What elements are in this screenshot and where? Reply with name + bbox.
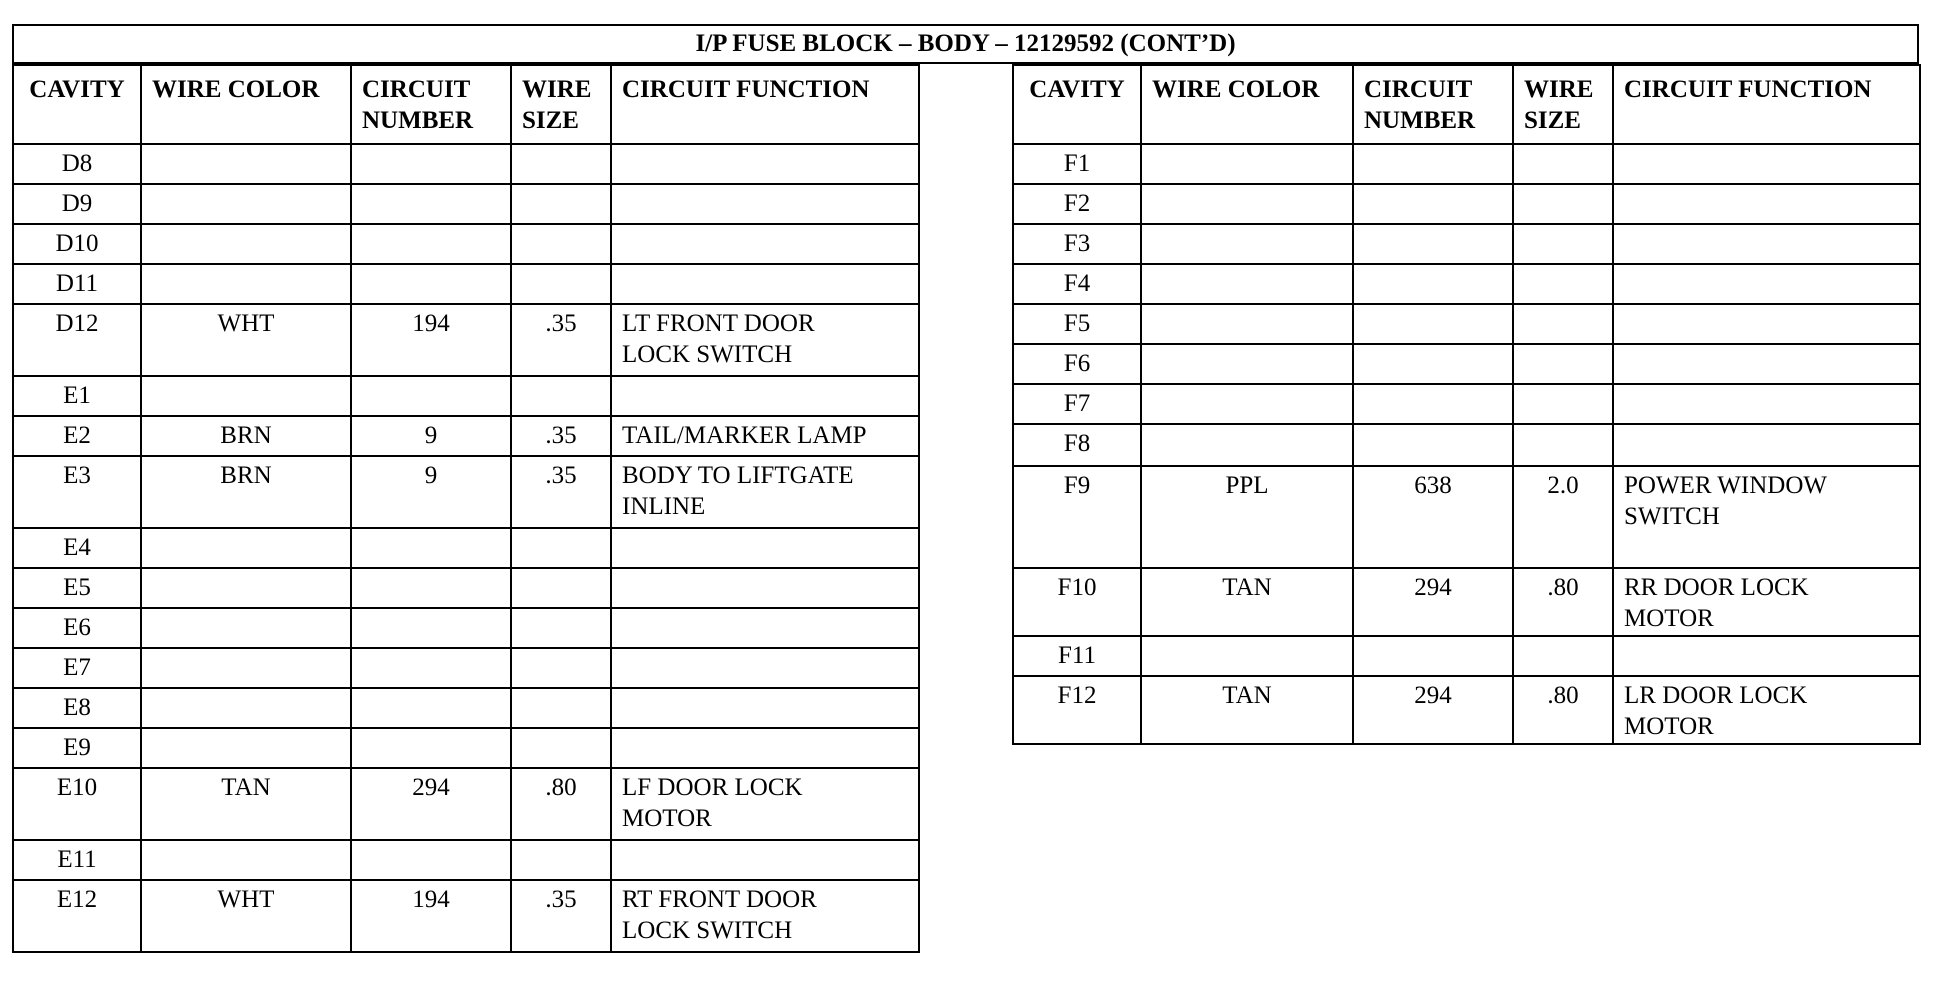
cavity-cell: F6 <box>1013 344 1141 384</box>
circuit-number-cell: 294 <box>351 768 511 840</box>
wire-size-cell: .35 <box>511 456 611 528</box>
wire-color-cell <box>141 840 351 880</box>
circuit-number-cell: 194 <box>351 880 511 952</box>
table-row <box>13 416 919 456</box>
wire-color-cell <box>141 528 351 568</box>
circuit-function-cell <box>1613 304 1920 344</box>
wire-size-cell: .35 <box>511 880 611 952</box>
circuit-number-cell <box>1353 264 1513 304</box>
header-circuit-function: CIRCUIT FUNCTION <box>611 65 919 144</box>
wire-color-cell <box>141 648 351 688</box>
table-row <box>13 224 919 264</box>
table-row <box>13 608 919 648</box>
header-row <box>1013 65 1920 144</box>
header-row <box>13 65 919 144</box>
circuit-function-cell <box>611 528 919 568</box>
circuit-function-cell: BODY TO LIFTGATE INLINE <box>611 456 919 528</box>
circuit-function-cell <box>1613 384 1920 424</box>
wire-color-cell <box>141 728 351 768</box>
cavity-cell: E1 <box>13 376 141 416</box>
table-row <box>1013 344 1920 384</box>
wire-size-cell <box>511 144 611 184</box>
cavity-cell: E2 <box>13 416 141 456</box>
cavity-cell: D11 <box>13 264 141 304</box>
wire-size-cell <box>511 568 611 608</box>
cavity-cell: E10 <box>13 768 141 840</box>
circuit-number-cell: 194 <box>351 304 511 376</box>
circuit-number-cell: 294 <box>1353 568 1513 636</box>
wire-color-cell <box>1141 224 1353 264</box>
wire-size-cell <box>511 528 611 568</box>
cavity-cell: E7 <box>13 648 141 688</box>
circuit-function-cell: LF DOOR LOCK MOTOR <box>611 768 919 840</box>
wire-color-cell <box>1141 264 1353 304</box>
wire-color-cell <box>141 224 351 264</box>
circuit-number-cell <box>351 376 511 416</box>
circuit-number-cell <box>1353 384 1513 424</box>
table-row <box>13 184 919 224</box>
wire-size-cell <box>1513 184 1613 224</box>
cavity-cell: F10 <box>1013 568 1141 636</box>
circuit-number-cell <box>351 528 511 568</box>
wire-size-cell <box>511 184 611 224</box>
cavity-cell: D10 <box>13 224 141 264</box>
table-row <box>13 648 919 688</box>
circuit-function-cell: TAIL/MARKER LAMP <box>611 416 919 456</box>
wire-color-cell <box>1141 184 1353 224</box>
table-row <box>1013 568 1920 636</box>
wire-color-cell: WHT <box>141 304 351 376</box>
wire-size-cell <box>1513 144 1613 184</box>
circuit-number-cell <box>351 688 511 728</box>
wire-color-cell <box>141 376 351 416</box>
cavity-cell: F9 <box>1013 466 1141 568</box>
circuit-number-cell <box>1353 224 1513 264</box>
table-row <box>1013 264 1920 304</box>
circuit-function-cell <box>1613 344 1920 384</box>
wire-size-cell <box>1513 344 1613 384</box>
wire-color-cell <box>141 264 351 304</box>
wire-color-cell <box>1141 424 1353 466</box>
right-table-body <box>1013 144 1920 744</box>
wire-size-cell: 2.0 <box>1513 466 1613 568</box>
table-row <box>1013 636 1920 676</box>
circuit-number-cell <box>351 568 511 608</box>
wire-color-cell: TAN <box>141 768 351 840</box>
table-row <box>13 880 919 952</box>
circuit-function-cell <box>611 184 919 224</box>
wire-size-cell <box>511 264 611 304</box>
table-row <box>1013 304 1920 344</box>
wire-size-cell: .80 <box>511 768 611 840</box>
circuit-function-cell <box>611 144 919 184</box>
header-cavity: CAVITY <box>13 65 141 144</box>
circuit-number-cell <box>351 264 511 304</box>
wire-size-cell <box>511 688 611 728</box>
table-row <box>13 144 919 184</box>
header-wire-color: WIRE COLOR <box>1141 65 1353 144</box>
table-row <box>13 456 919 528</box>
table-row <box>13 264 919 304</box>
table-row <box>1013 144 1920 184</box>
table-row <box>13 768 919 840</box>
wire-size-cell <box>1513 304 1613 344</box>
circuit-function-cell <box>611 568 919 608</box>
wire-color-cell <box>1141 304 1353 344</box>
table-row <box>1013 466 1920 568</box>
wire-color-cell <box>141 568 351 608</box>
circuit-function-cell <box>1613 144 1920 184</box>
wire-size-cell: .35 <box>511 304 611 376</box>
table-row <box>13 728 919 768</box>
header-circuit-number: CIRCUIT NUMBER <box>351 65 511 144</box>
header-wire-size: WIRE SIZE <box>511 65 611 144</box>
cavity-cell: E3 <box>13 456 141 528</box>
wire-size-cell <box>511 224 611 264</box>
wire-color-cell: TAN <box>1141 676 1353 744</box>
table-row <box>13 568 919 608</box>
cavity-cell: F1 <box>1013 144 1141 184</box>
cavity-cell: E11 <box>13 840 141 880</box>
circuit-number-cell <box>351 608 511 648</box>
cavity-cell: D12 <box>13 304 141 376</box>
circuit-function-cell: RT FRONT DOOR LOCK SWITCH <box>611 880 919 952</box>
header-wire-color: WIRE COLOR <box>141 65 351 144</box>
wire-size-cell: .80 <box>1513 568 1613 636</box>
left-fuse-table <box>12 64 920 953</box>
wire-size-cell <box>511 608 611 648</box>
wire-color-cell: WHT <box>141 880 351 952</box>
circuit-function-cell <box>1613 264 1920 304</box>
cavity-cell: F8 <box>1013 424 1141 466</box>
circuit-number-cell <box>1353 144 1513 184</box>
circuit-function-cell <box>611 264 919 304</box>
table-row <box>13 528 919 568</box>
circuit-number-cell <box>351 224 511 264</box>
cavity-cell: D9 <box>13 184 141 224</box>
header-wire-size: WIRE SIZE <box>1513 65 1613 144</box>
cavity-cell: F4 <box>1013 264 1141 304</box>
cavity-cell: E9 <box>13 728 141 768</box>
wire-size-cell <box>511 648 611 688</box>
circuit-function-cell <box>1613 636 1920 676</box>
circuit-function-cell: LR DOOR LOCK MOTOR <box>1613 676 1920 744</box>
header-circuit-number: CIRCUIT NUMBER <box>1353 65 1513 144</box>
wire-size-cell <box>1513 224 1613 264</box>
circuit-function-cell <box>611 608 919 648</box>
circuit-function-cell: LT FRONT DOOR LOCK SWITCH <box>611 304 919 376</box>
wire-size-cell <box>1513 384 1613 424</box>
circuit-number-cell <box>351 648 511 688</box>
wire-color-cell: TAN <box>1141 568 1353 636</box>
circuit-function-cell <box>611 688 919 728</box>
circuit-number-cell <box>1353 304 1513 344</box>
cavity-cell: E5 <box>13 568 141 608</box>
wire-color-cell <box>141 608 351 648</box>
wire-size-cell <box>1513 424 1613 466</box>
circuit-number-cell <box>1353 636 1513 676</box>
cavity-cell: F12 <box>1013 676 1141 744</box>
cavity-cell: F11 <box>1013 636 1141 676</box>
wire-color-cell <box>1141 144 1353 184</box>
circuit-number-cell <box>351 144 511 184</box>
circuit-number-cell <box>1353 424 1513 466</box>
cavity-cell: F5 <box>1013 304 1141 344</box>
cavity-cell: E8 <box>13 688 141 728</box>
table-row <box>13 688 919 728</box>
wire-color-cell <box>1141 344 1353 384</box>
wire-color-cell <box>141 184 351 224</box>
header-circuit-function: CIRCUIT FUNCTION <box>1613 65 1920 144</box>
circuit-function-cell <box>611 840 919 880</box>
table-row <box>13 304 919 376</box>
cavity-cell: F7 <box>1013 384 1141 424</box>
wire-color-cell: PPL <box>1141 466 1353 568</box>
circuit-number-cell: 638 <box>1353 466 1513 568</box>
circuit-number-cell <box>351 184 511 224</box>
circuit-function-cell <box>611 648 919 688</box>
circuit-function-cell: RR DOOR LOCK MOTOR <box>1613 568 1920 636</box>
table-row <box>1013 384 1920 424</box>
header-cavity: CAVITY <box>1013 65 1141 144</box>
cavity-cell: E12 <box>13 880 141 952</box>
circuit-number-cell: 294 <box>1353 676 1513 744</box>
circuit-number-cell <box>1353 184 1513 224</box>
wire-color-cell <box>1141 636 1353 676</box>
circuit-number-cell <box>1353 344 1513 384</box>
circuit-function-cell <box>1613 424 1920 466</box>
right-fuse-table <box>1012 64 1921 745</box>
circuit-function-cell <box>611 728 919 768</box>
circuit-number-cell: 9 <box>351 416 511 456</box>
cavity-cell: E6 <box>13 608 141 648</box>
circuit-function-cell: POWER WINDOW SWITCH <box>1613 466 1920 568</box>
wire-size-cell: .80 <box>1513 676 1613 744</box>
table-row <box>1013 676 1920 744</box>
wire-size-cell <box>1513 264 1613 304</box>
table-row <box>1013 184 1920 224</box>
wire-color-cell: BRN <box>141 456 351 528</box>
cavity-cell: F3 <box>1013 224 1141 264</box>
circuit-function-cell <box>611 376 919 416</box>
table-row <box>13 840 919 880</box>
wire-size-cell <box>511 728 611 768</box>
circuit-function-cell <box>611 224 919 264</box>
page-title: I/P FUSE BLOCK – BODY – 12129592 (CONT’D) <box>12 24 1919 64</box>
circuit-number-cell: 9 <box>351 456 511 528</box>
left-table-body <box>13 144 919 952</box>
circuit-number-cell <box>351 728 511 768</box>
circuit-function-cell <box>1613 184 1920 224</box>
wire-color-cell <box>1141 384 1353 424</box>
wire-color-cell <box>141 144 351 184</box>
table-row <box>1013 424 1920 466</box>
wire-size-cell <box>511 376 611 416</box>
wire-size-cell <box>511 840 611 880</box>
table-row <box>1013 224 1920 264</box>
wire-size-cell <box>1513 636 1613 676</box>
wire-color-cell <box>141 688 351 728</box>
circuit-number-cell <box>351 840 511 880</box>
wire-size-cell: .35 <box>511 416 611 456</box>
wire-color-cell: BRN <box>141 416 351 456</box>
cavity-cell: E4 <box>13 528 141 568</box>
cavity-cell: D8 <box>13 144 141 184</box>
table-row <box>13 376 919 416</box>
circuit-function-cell <box>1613 224 1920 264</box>
cavity-cell: F2 <box>1013 184 1141 224</box>
